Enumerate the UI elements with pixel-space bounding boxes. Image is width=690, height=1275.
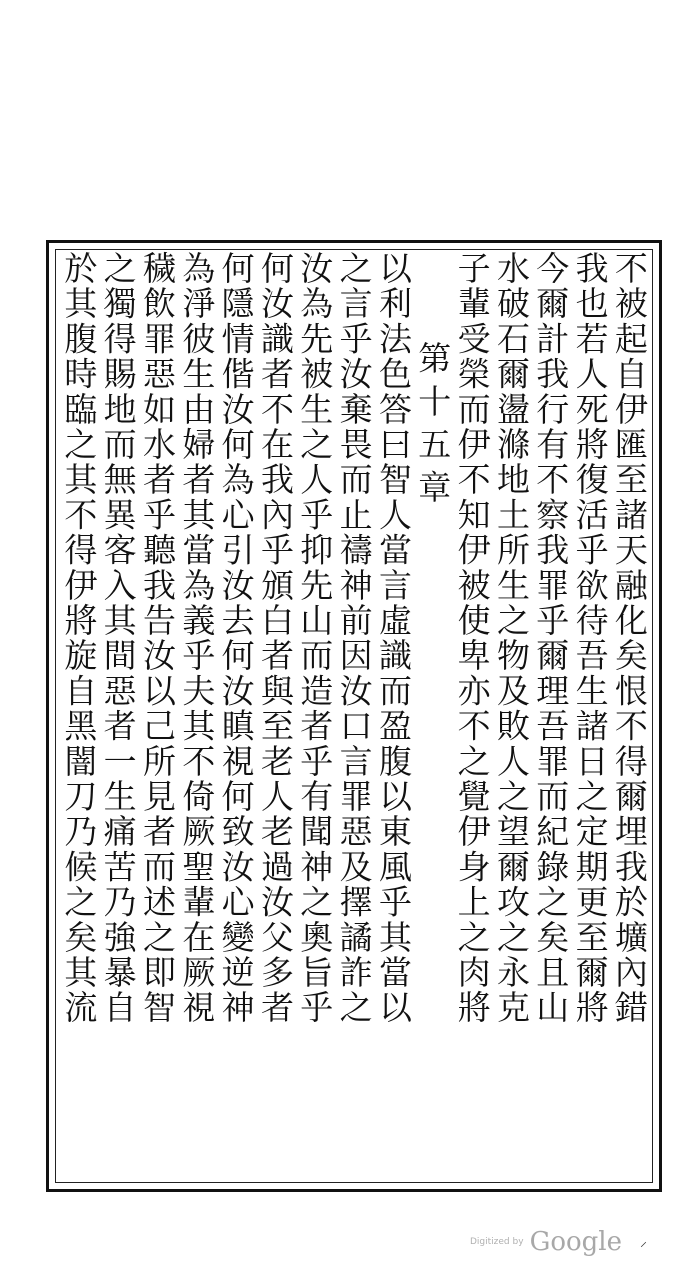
text-column: 我也若人死將復活乎欲待吾生諸日之定期更至爾將 [570, 251, 610, 1026]
text-column: 汝為先被生之人乎抑先山而造者乎有聞神之奧旨乎 [295, 251, 335, 1026]
text-column: 何汝識者不在我內乎頒白者與至老人老過汝父多者 [255, 251, 295, 1026]
text-body [59, 251, 649, 1181]
page-border [46, 240, 662, 1192]
text-column: 今爾計我行有不察我罪乎爾理吾罪而紀錄之矣且山 [531, 251, 571, 1026]
chapter-heading: 第十五章 [413, 341, 453, 513]
scan-mark-icon: ⸝ [640, 1234, 647, 1250]
text-column: 不被起自伊匯至諸天融化矣恨不得爾埋我於壙內錯 [609, 251, 649, 1026]
google-logo: Google [529, 1227, 622, 1257]
digitized-watermark [470, 1222, 630, 1262]
text-column: 子輩受榮而伊不知伊被使卑亦不之覺伊身上之肉將 [452, 251, 492, 1026]
text-column: 以利法色答曰智人當言虛識而盈腹以東風乎其當以 [373, 251, 413, 1026]
text-column: 穢飲罪惡如水者乎聽我告汝以己所見者而述之即智 [137, 251, 177, 1026]
text-column: 之言乎汝棄畏而止禱神前因汝口言罪惡及擇譎詐之 [334, 251, 374, 1026]
text-column: 何隱情偕汝何為心引汝去何汝瞋視何致汝心變逆神 [216, 251, 256, 1026]
text-column: 之獨得賜地而無異客入其間惡者一生痛苦乃強暴自 [98, 251, 138, 1026]
digitized-label: Digitized by [470, 1237, 524, 1247]
text-column: 為淨彼生由婦者其當為義乎夫其不倚厥聖輩在厥視 [177, 251, 217, 1026]
text-column: 於其腹時臨之其不得伊將旋自黑闇刀乃候之矣其流 [59, 251, 99, 1026]
text-column: 水破石爾盪滌地土所生之物及敗人之望爾攻之永克 [491, 251, 531, 1026]
